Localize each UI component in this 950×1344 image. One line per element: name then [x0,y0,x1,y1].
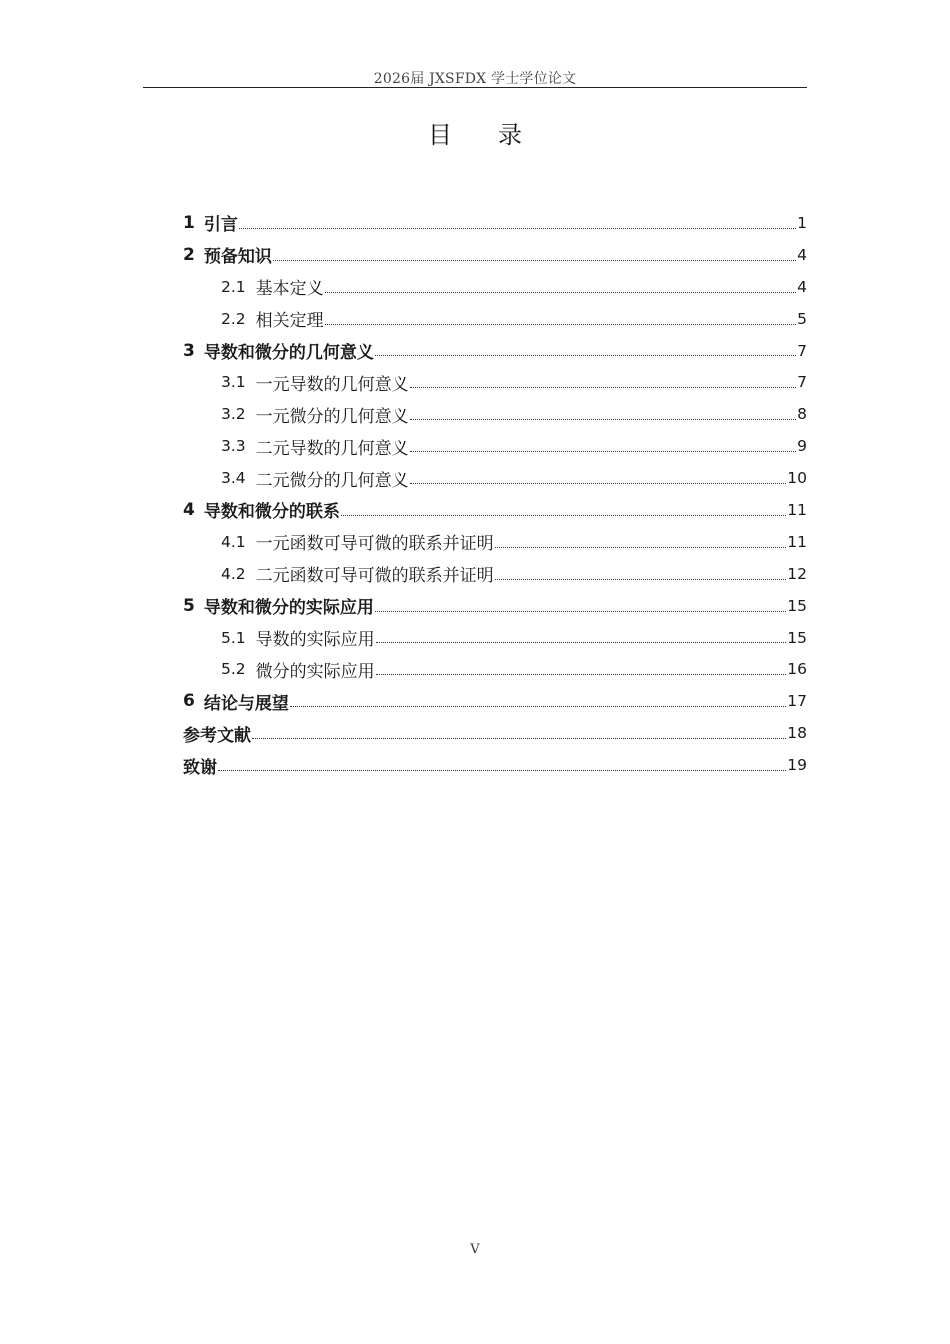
toc-dot-leader [325,291,796,293]
toc-entry-number: 5 [183,595,195,616]
toc-entry-label: 二元导数的几何意义 [255,438,409,459]
toc-dot-leader [325,323,796,325]
toc-entry[interactable] [183,335,807,367]
toc-dot-leader [273,259,796,261]
toc-dot-leader [341,514,786,516]
toc-entry[interactable] [183,398,807,430]
toc-dot-leader [375,610,786,612]
toc-entry-page: 1 [797,213,807,232]
toc-dot-leader [376,641,787,643]
running-header: 2026届 JXSFDX 学士学位论文 [373,71,577,87]
toc-entry-page: 7 [797,373,807,392]
toc-entry-number: 5.1 [221,628,246,647]
toc-dot-leader [410,386,796,388]
toc-entry-number: 5.2 [221,660,246,679]
toc-dot-leader [495,546,787,548]
toc-entry-label: 导数的实际应用 [255,630,375,651]
toc-entry-label: 导数和微分的几何意义 [203,343,374,363]
toc-entry[interactable] [183,685,807,717]
toc-entry[interactable] [183,239,807,271]
toc-entry[interactable] [183,366,807,398]
toc-entry-label: 参考文献 [183,725,251,746]
toc-entry[interactable] [183,303,807,335]
toc-entry[interactable] [183,430,807,462]
toc-entry[interactable] [183,590,807,622]
toc-entry-page: 19 [787,756,807,775]
toc-entry-number: 1 [183,212,195,233]
toc-entry-label: 致谢 [183,757,217,778]
toc-entry[interactable] [183,462,807,494]
toc-entry-page: 11 [787,532,807,551]
toc-entry-label: 引言 [203,215,238,236]
toc-entry-page: 12 [787,564,807,583]
page-number: V [470,1242,480,1257]
toc-entry-page: 8 [797,405,807,424]
toc-entry[interactable] [183,749,807,781]
toc-dot-leader [239,227,796,229]
toc-dot-leader [410,482,787,484]
toc-dot-leader [376,673,787,675]
toc-entry-page: 17 [787,692,807,711]
toc-entry-label: 导数和微分的联系 [203,502,340,523]
toc-entry-label: 导数和微分的实际应用 [203,598,374,619]
toc-entry-label: 一元导数的几何意义 [255,374,409,395]
toc-entry-label: 微分的实际应用 [255,661,375,682]
toc-entry[interactable] [183,653,807,685]
toc-entry[interactable] [183,526,807,558]
toc-dot-leader [495,578,787,580]
toc-dot-leader [410,450,796,452]
toc-entry-page: 4 [797,277,807,296]
toc-dot-leader [252,737,786,739]
toc-entry[interactable] [183,207,807,239]
toc-entry[interactable] [183,558,807,590]
toc-dot-leader [375,354,796,356]
page-title: 目录 [428,121,568,149]
toc-dot-leader [290,705,786,707]
toc-entry-page: 11 [787,500,807,519]
toc-entry[interactable] [183,717,807,749]
toc-entry-number: 3.3 [221,437,246,456]
toc-entry-number: 2.1 [221,277,246,296]
toc-entry-page: 10 [787,469,807,488]
toc-entry-page: 7 [797,341,807,360]
toc-entry-label: 基本定义 [255,279,324,300]
toc-entry-label: 相关定理 [255,311,324,332]
toc-entry-label: 二元微分的几何意义 [255,470,409,491]
toc-entry-page: 16 [787,660,807,679]
header-rule [143,87,807,88]
toc-entry-number: 6 [183,691,195,712]
toc-entry-page: 5 [797,309,807,328]
toc-entry-page: 15 [787,628,807,647]
toc-entry-page: 9 [797,437,807,456]
toc-entry-number: 3.4 [221,469,246,488]
toc-entry[interactable] [183,494,807,526]
toc-entry-number: 2 [183,244,195,265]
toc-entry-label: 结论与展望 [203,693,289,714]
toc-entry-label: 一元微分的几何意义 [255,406,409,427]
toc-entry-label: 二元函数可导可微的联系并证明 [255,566,494,587]
toc-entry-page: 18 [787,724,807,743]
toc-entry-number: 3 [183,340,195,361]
toc-entry-page: 4 [797,245,807,264]
toc-entry-number: 4.2 [221,564,246,583]
toc-entry[interactable] [183,271,807,303]
toc-entry-label: 预备知识 [203,247,272,268]
toc-dot-leader [218,769,786,771]
toc-dot-leader [410,418,796,420]
toc-entry-label: 一元函数可导可微的联系并证明 [255,534,494,555]
table-of-contents [183,207,807,781]
toc-entry-number: 2.2 [221,309,246,328]
toc-entry-number: 4 [183,499,195,520]
toc-entry-number: 3.2 [221,405,246,424]
toc-entry-number: 3.1 [221,373,246,392]
toc-entry-number: 4.1 [221,532,246,551]
toc-entry-page: 15 [787,596,807,615]
toc-entry[interactable] [183,622,807,654]
